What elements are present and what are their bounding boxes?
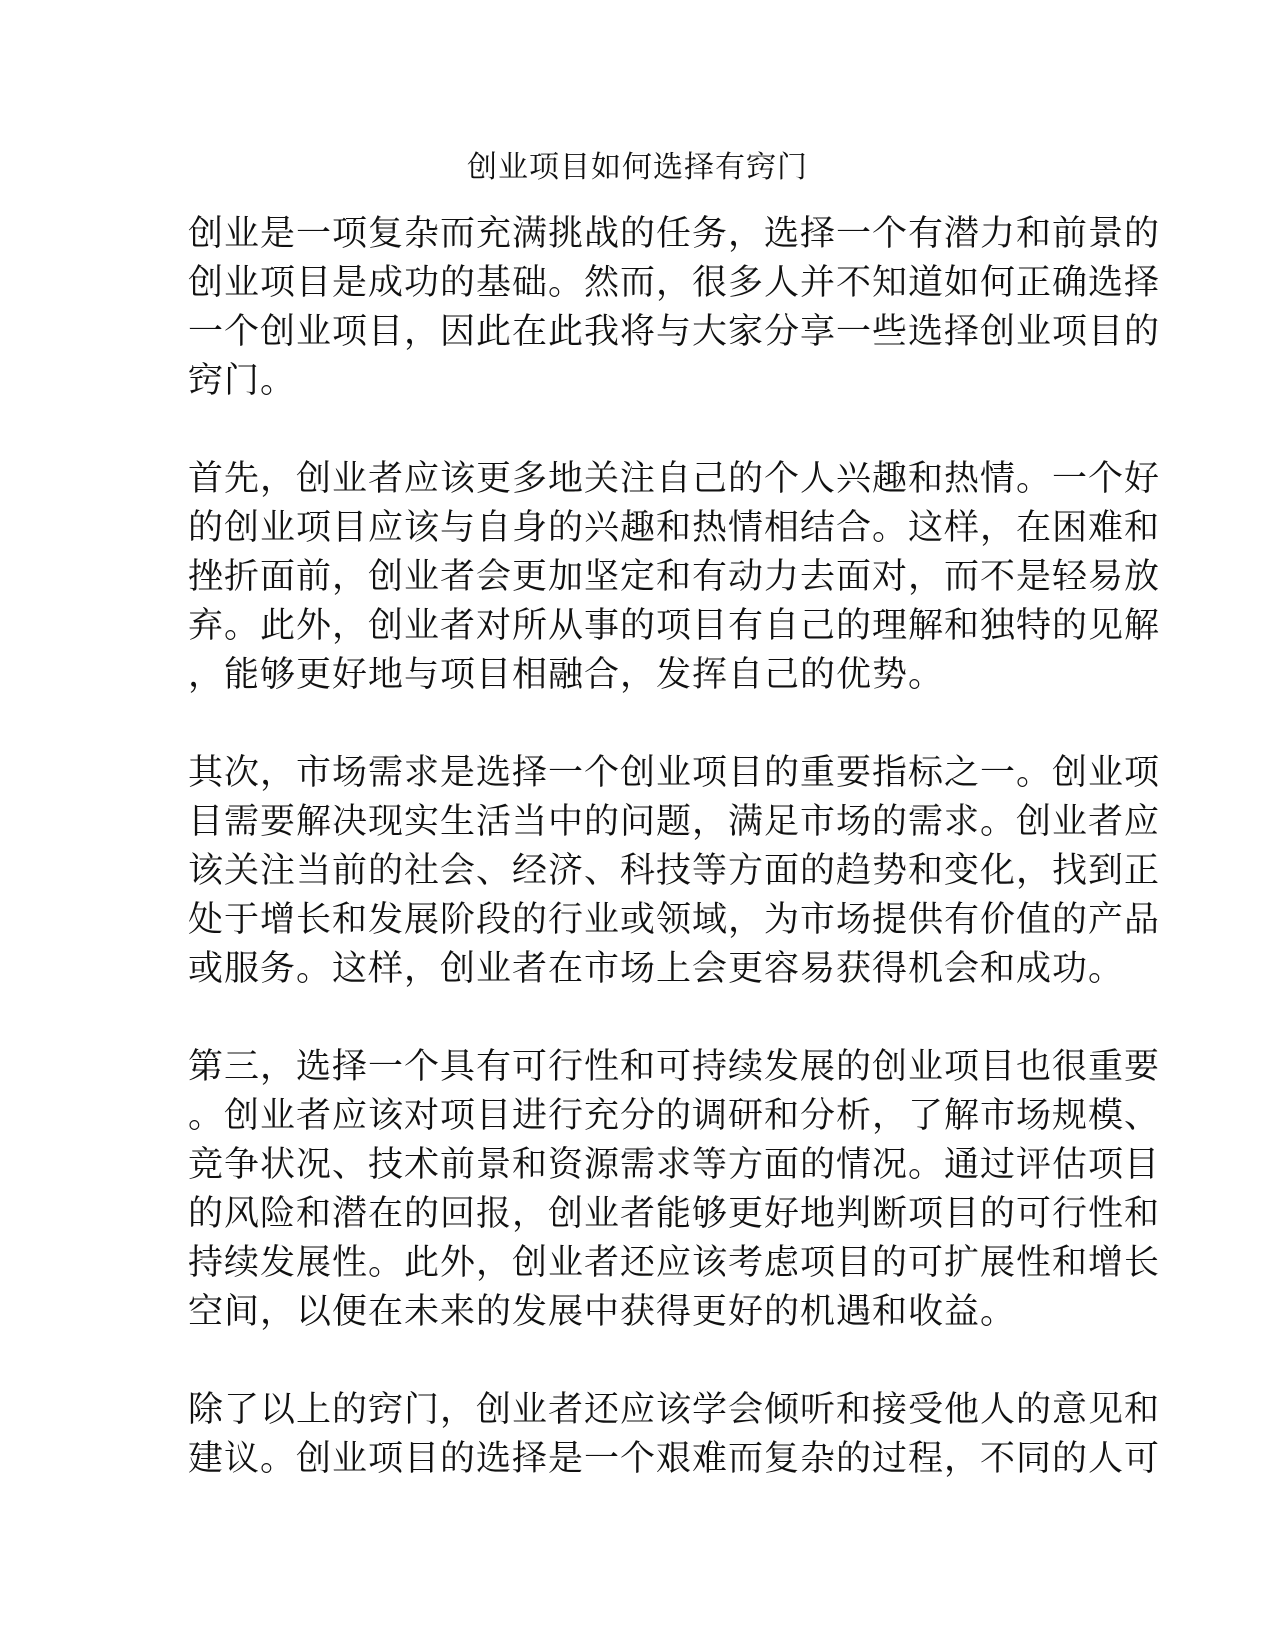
- paragraph-interest: [188, 455, 1161, 700]
- text-line: 一个创业项目，因此在此我将与大家分享一些选择创业项目的: [188, 312, 1161, 352]
- document-title: 创业项目如何选择有窍门: [467, 150, 808, 185]
- text-line: 除了以上的窍门，创业者还应该学会倾听和接受他人的意见和: [188, 1390, 1161, 1430]
- text-line: 空间，以便在未来的发展中获得更好的机遇和收益。: [188, 1292, 1017, 1332]
- text-line: 处于增长和发展阶段的行业或领域，为市场提供有价值的产品: [188, 900, 1161, 940]
- text-line: 的风险和潜在的回报，创业者能够更好地判断项目的可行性和: [188, 1194, 1161, 1234]
- paragraph-market-demand: [188, 749, 1161, 994]
- text-line: 挫折面前，创业者会更加坚定和有动力去面对，而不是轻易放: [188, 557, 1161, 597]
- text-line: 的创业项目应该与自身的兴趣和热情相结合。这样，在困难和: [188, 508, 1161, 548]
- text-line: 该关注当前的社会、经济、科技等方面的趋势和变化，找到正: [188, 851, 1161, 891]
- text-line: 其次，市场需求是选择一个创业项目的重要指标之一。创业项: [188, 753, 1161, 793]
- text-line: 创业项目是成功的基础。然而，很多人并不知道如何正确选择: [188, 263, 1161, 303]
- text-line: 竞争状况、技术前景和资源需求等方面的情况。通过评估项目: [188, 1145, 1161, 1185]
- text-line: 首先，创业者应该更多地关注自己的个人兴趣和热情。一个好: [188, 459, 1161, 499]
- text-line: ，能够更好地与项目相融合，发挥自己的优势。: [188, 655, 945, 695]
- text-line: 目需要解决现实生活当中的问题，满足市场的需求。创业者应: [188, 802, 1161, 842]
- text-line: 第三，选择一个具有可行性和可持续发展的创业项目也很重要: [188, 1047, 1161, 1087]
- paragraph-advice: [188, 1386, 1161, 1484]
- paragraph-intro: [188, 210, 1161, 406]
- text-line: 持续发展性。此外，创业者还应该考虑项目的可扩展性和增长: [188, 1243, 1161, 1283]
- text-line: 窍门。: [188, 361, 297, 401]
- text-line: 或服务。这样，创业者在市场上会更容易获得机会和成功。: [188, 949, 1125, 989]
- document-body: [188, 210, 1161, 1533]
- text-line: 。创业者应该对项目进行充分的调研和分析，了解市场规模、: [188, 1096, 1161, 1136]
- text-line: 创业是一项复杂而充满挑战的任务，选择一个有潜力和前景的: [188, 214, 1161, 254]
- paragraph-feasibility: [188, 1043, 1161, 1337]
- text-line: 建议。创业项目的选择是一个艰难而复杂的过程，不同的人可: [188, 1439, 1161, 1479]
- text-line: 弃。此外，创业者对所从事的项目有自己的理解和独特的见解: [188, 606, 1161, 646]
